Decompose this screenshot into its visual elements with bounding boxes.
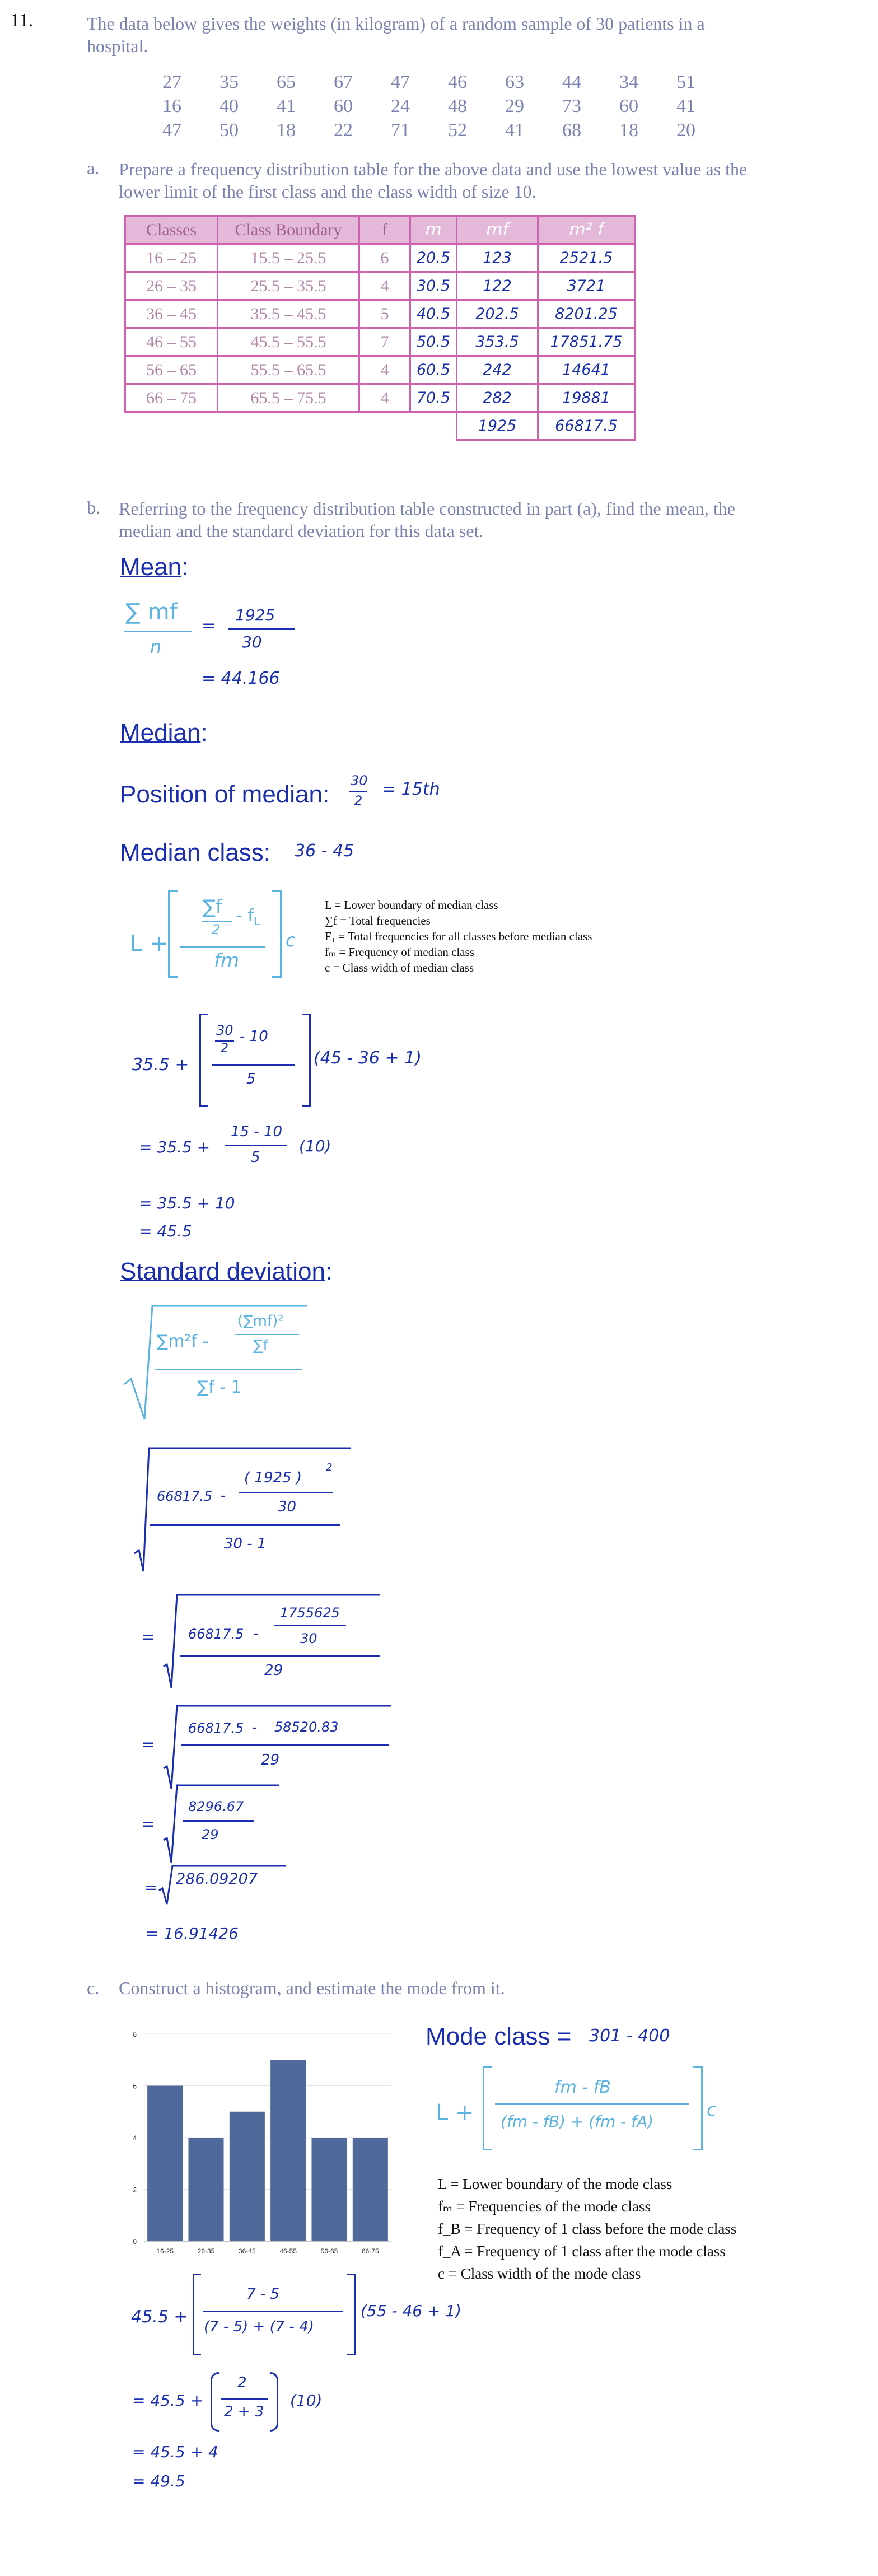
mode-formula-bracket-left bbox=[483, 2066, 492, 2150]
raw-value: 60 bbox=[334, 96, 353, 116]
stdev-step1-inner-bar bbox=[239, 1492, 333, 1493]
stdev-formula-inner-bar bbox=[235, 1334, 299, 1335]
raw-data-row bbox=[162, 120, 734, 141]
mode-legend bbox=[438, 2173, 736, 2285]
cell-f: 4 bbox=[359, 356, 410, 384]
legend-line: ∑f = Total frequencies bbox=[325, 914, 431, 927]
raw-value: 24 bbox=[391, 96, 410, 116]
cell-m2f: 8201.25 bbox=[538, 300, 635, 328]
mean-bar bbox=[228, 628, 295, 630]
mode-step2-paren-left bbox=[211, 2372, 219, 2432]
raw-data-row bbox=[162, 96, 734, 117]
raw-value: 41 bbox=[505, 120, 524, 141]
mode-formula-num: fm - fB bbox=[554, 2078, 611, 2097]
header-m2f: m² f bbox=[538, 216, 635, 244]
stdev-step1-a: 66817.5 bbox=[157, 1488, 213, 1504]
median-class-label: Median class: bbox=[120, 839, 271, 866]
raw-value: 68 bbox=[562, 120, 581, 141]
raw-value: 65 bbox=[277, 72, 296, 92]
part-c-text: Construct a histogram, and estimate the mode from it. bbox=[119, 1978, 505, 1998]
cell-mf: 282 bbox=[457, 384, 538, 412]
stdev-formula-den: ∑f - 1 bbox=[197, 1378, 242, 1397]
median-formula-two: 2 bbox=[212, 922, 221, 937]
histogram-bar bbox=[230, 2112, 265, 2241]
median-step2-bar bbox=[225, 1145, 287, 1146]
mean-title: Mean bbox=[120, 553, 182, 581]
median-colon: : bbox=[200, 719, 208, 746]
legend-line: c = Class width of median class bbox=[325, 961, 474, 974]
stdev-step4-den: 29 bbox=[202, 1827, 219, 1842]
cell-mf: 202.5 bbox=[457, 300, 538, 328]
median-legend bbox=[325, 897, 592, 976]
stdev-step4-eq: = bbox=[141, 1814, 156, 1834]
stdev-step5-a: 286.09207 bbox=[176, 1870, 258, 1888]
stdev-heading bbox=[120, 1258, 332, 1286]
cell-m2f: 19881 bbox=[538, 384, 635, 412]
table-header-row bbox=[125, 216, 635, 244]
mode-formula-c: c bbox=[707, 2099, 717, 2120]
raw-value: 18 bbox=[277, 120, 296, 141]
part-b-text bbox=[119, 497, 869, 542]
median-formula-bar bbox=[180, 946, 265, 948]
histogram-bar bbox=[270, 2060, 306, 2241]
stdev-step2-inner-bar bbox=[274, 1625, 346, 1626]
raw-value: 52 bbox=[448, 120, 467, 141]
raw-value: 67 bbox=[334, 72, 353, 92]
stdev-formula-b: (∑mf)² bbox=[237, 1313, 284, 1329]
cell-mf: 353.5 bbox=[457, 328, 538, 356]
raw-value: 29 bbox=[505, 96, 524, 116]
median-step1-minus: - 10 bbox=[240, 1028, 268, 1045]
mode-formula-bar bbox=[495, 2103, 689, 2105]
stdev-step2-bar bbox=[180, 1655, 380, 1657]
mean-den: 30 bbox=[242, 633, 262, 651]
x-tick-label: 26-35 bbox=[197, 2247, 215, 2255]
median-step1-bracket-left bbox=[199, 1014, 208, 1107]
median-step1-two: 2 bbox=[221, 1042, 228, 1056]
stdev-step2-a: 66817.5 bbox=[188, 1626, 244, 1642]
x-tick-label: 56-65 bbox=[320, 2247, 338, 2255]
stdev-result: = 16.91426 bbox=[146, 1924, 239, 1943]
histogram-bar bbox=[353, 2138, 388, 2241]
mean-heading bbox=[120, 553, 188, 581]
mode-step2-bar bbox=[221, 2398, 268, 2400]
cell-m: 40.5 bbox=[410, 300, 457, 328]
stdev-title: Standard deviation bbox=[120, 1258, 325, 1285]
cell-mf: 242 bbox=[457, 356, 538, 384]
stdev-step4-bar bbox=[183, 1820, 254, 1822]
cell-boundary: 35.5 – 45.5 bbox=[218, 300, 359, 328]
stdev-step1-den: 30 - 1 bbox=[224, 1536, 267, 1552]
part-a-line-2: lower limit of the first class and the class width of size 10. bbox=[119, 181, 536, 202]
empty-cell bbox=[125, 412, 218, 440]
legend-line: fₘ = Frequencies of the mode class bbox=[438, 2198, 651, 2215]
intro-line-1: The data below gives the weights (in kilogram) of a random sample of 30 patients in a bbox=[87, 13, 705, 34]
raw-value: 48 bbox=[448, 96, 467, 116]
median-formula-sum-f: ∑f bbox=[203, 896, 222, 918]
stdev-step3-b: 58520.83 bbox=[274, 1719, 339, 1735]
cell-class: 26 – 35 bbox=[125, 272, 218, 300]
stdev-formula-c: ∑f bbox=[253, 1337, 268, 1354]
raw-value: 20 bbox=[676, 120, 695, 141]
mode-step1-bar bbox=[203, 2311, 343, 2312]
legend-line: f_B = Frequency of 1 class before the mode class bbox=[438, 2220, 737, 2237]
median-heading bbox=[120, 719, 208, 747]
raw-value: 51 bbox=[676, 72, 695, 92]
mean-eq: = bbox=[202, 616, 216, 636]
mode-step1-num: 7 - 5 bbox=[246, 2286, 279, 2303]
table-row bbox=[125, 356, 635, 384]
stdev-step1-bar bbox=[150, 1524, 340, 1526]
median-step4: = 45.5 bbox=[139, 1222, 192, 1240]
empty-cell bbox=[410, 412, 457, 440]
raw-value: 41 bbox=[676, 96, 695, 116]
legend-line: c = Class width of the mode class bbox=[438, 2265, 641, 2282]
mode-class-label: Mode class = bbox=[426, 2023, 572, 2050]
median-position-bar bbox=[349, 791, 367, 792]
raw-value: 22 bbox=[334, 120, 353, 141]
mode-formula-bracket-right bbox=[693, 2066, 703, 2150]
y-tick-label: 8 bbox=[133, 2031, 137, 2038]
cell-boundary: 55.5 – 65.5 bbox=[218, 356, 359, 384]
frequency-table bbox=[124, 215, 636, 441]
cell-f: 5 bbox=[359, 300, 410, 328]
stdev-step2-den: 29 bbox=[264, 1662, 283, 1679]
raw-data-row bbox=[162, 72, 734, 93]
mode-step2-tail: (10) bbox=[290, 2391, 323, 2410]
raw-value: 63 bbox=[505, 72, 524, 92]
part-a-text bbox=[119, 158, 869, 203]
cell-f: 6 bbox=[359, 244, 410, 272]
y-tick-label: 2 bbox=[133, 2186, 137, 2194]
median-step1-den: 5 bbox=[246, 1071, 256, 1088]
cell-class: 46 – 55 bbox=[125, 328, 218, 356]
stdev-step1-b: ( 1925 ) bbox=[244, 1469, 302, 1486]
header-m: m bbox=[410, 216, 457, 244]
mode-step1-den: (7 - 5) + (7 - 4) bbox=[204, 2318, 314, 2335]
part-c-label: c. bbox=[87, 1978, 100, 1998]
mode-step2-num: 2 bbox=[237, 2374, 247, 2391]
y-tick-label: 4 bbox=[133, 2134, 137, 2142]
histogram-bar bbox=[188, 2138, 223, 2241]
stdev-step1-radical bbox=[132, 1444, 356, 1578]
stdev-formula-bar bbox=[155, 1369, 302, 1370]
cell-m: 70.5 bbox=[410, 384, 457, 412]
mode-step1-prefix: 45.5 + bbox=[131, 2307, 188, 2327]
part-a-line-1: Prepare a frequency distribution table for the above data and use the lowest value as the bbox=[119, 159, 748, 179]
total-mf: 1925 bbox=[457, 412, 538, 440]
header-class-boundary: Class Boundary bbox=[218, 216, 359, 244]
stdev-step3-eq: = bbox=[141, 1735, 156, 1754]
table-totals-row bbox=[125, 412, 635, 440]
stdev-step4-radical bbox=[161, 1782, 284, 1866]
part-b-label: b. bbox=[87, 497, 100, 517]
header-mf: mf bbox=[457, 216, 538, 244]
median-step2-num: 15 - 10 bbox=[231, 1123, 283, 1140]
mean-num: 1925 bbox=[235, 606, 275, 624]
median-step1-prefix: 35.5 + bbox=[132, 1055, 189, 1075]
raw-value: 73 bbox=[562, 96, 581, 116]
subscript-l: L bbox=[253, 914, 260, 928]
median-position-result: = 15th bbox=[382, 780, 440, 799]
x-tick-label: 16-25 bbox=[156, 2247, 174, 2255]
cell-m: 30.5 bbox=[410, 272, 457, 300]
intro-line-2: hospital. bbox=[87, 36, 148, 56]
median-position-num: 30 bbox=[351, 773, 368, 788]
mode-step1-bracket-right bbox=[347, 2274, 356, 2355]
y-tick-label: 6 bbox=[133, 2082, 137, 2090]
mode-step2-prefix: = 45.5 + bbox=[132, 2391, 204, 2410]
median-formula-minus-fl bbox=[236, 906, 260, 928]
raw-value: 41 bbox=[277, 96, 296, 116]
stdev-step2-minus: - bbox=[253, 1625, 259, 1642]
cell-m2f: 17851.75 bbox=[538, 328, 635, 356]
cell-mf: 123 bbox=[457, 244, 538, 272]
cell-f: 4 bbox=[359, 272, 410, 300]
x-tick-label: 66-75 bbox=[361, 2247, 379, 2255]
mode-class-value: 301 - 400 bbox=[589, 2026, 670, 2046]
median-step2-prefix: = 35.5 + bbox=[139, 1138, 211, 1156]
mean-formula-den: n bbox=[150, 636, 162, 657]
raw-value: 40 bbox=[220, 96, 239, 116]
mode-formula-den: (fm - fB) + (fm - fA) bbox=[501, 2112, 654, 2131]
median-step1-thirty: 30 bbox=[216, 1023, 233, 1038]
stdev-step5-eq: = bbox=[144, 1878, 158, 1897]
stdev-step2-c: 30 bbox=[300, 1631, 317, 1646]
cell-boundary: 45.5 – 55.5 bbox=[218, 328, 359, 356]
cell-m: 50.5 bbox=[410, 328, 457, 356]
mode-step1-bracket-left bbox=[193, 2274, 201, 2355]
stdev-step3-radical bbox=[161, 1702, 396, 1792]
median-step1-bracket-right bbox=[302, 1014, 311, 1107]
raw-value: 47 bbox=[391, 72, 410, 92]
header-f: f bbox=[359, 216, 410, 244]
question-intro bbox=[87, 12, 871, 57]
table-row bbox=[125, 272, 635, 300]
stdev-step1-c: 30 bbox=[278, 1499, 297, 1515]
raw-value: 46 bbox=[448, 72, 467, 92]
stdev-colon: : bbox=[325, 1258, 333, 1285]
cell-boundary: 15.5 – 25.5 bbox=[218, 244, 359, 272]
stdev-step3-bar bbox=[181, 1744, 389, 1746]
stdev-step4-a: 8296.67 bbox=[188, 1799, 244, 1814]
median-class-value: 36 - 45 bbox=[295, 841, 354, 861]
raw-value: 18 bbox=[619, 120, 638, 141]
empty-cell bbox=[359, 412, 410, 440]
cell-m2f: 14641 bbox=[538, 356, 635, 384]
mean-result: = 44.166 bbox=[202, 669, 280, 688]
raw-value: 50 bbox=[220, 120, 239, 141]
table-row bbox=[125, 384, 635, 412]
legend-line: fₘ = Frequency of median class bbox=[325, 945, 474, 959]
mean-formula-bar bbox=[124, 631, 192, 632]
mode-step4: = 49.5 bbox=[132, 2472, 185, 2490]
cell-m2f: 3721 bbox=[538, 272, 635, 300]
x-tick-label: 46-55 bbox=[279, 2247, 297, 2255]
median-formula-c: c bbox=[286, 930, 296, 951]
raw-value: 27 bbox=[162, 72, 181, 92]
legend-line: f_A = Frequency of 1 class after the mode class bbox=[438, 2243, 726, 2260]
legend-line: L = Lower boundary of median class bbox=[325, 898, 498, 912]
median-title: Median bbox=[120, 719, 201, 746]
cell-m: 20.5 bbox=[410, 244, 457, 272]
cell-class: 36 – 45 bbox=[125, 300, 218, 328]
total-m2f: 66817.5 bbox=[538, 412, 635, 440]
stdev-step2-eq: = bbox=[141, 1627, 156, 1647]
raw-value: 34 bbox=[619, 72, 638, 92]
histogram-bar bbox=[147, 2086, 183, 2242]
cell-class: 16 – 25 bbox=[125, 244, 218, 272]
table-row bbox=[125, 300, 635, 328]
stdev-step1-exp: 2 bbox=[326, 1462, 333, 1473]
header-classes: Classes bbox=[125, 216, 218, 244]
question-number: 11. bbox=[10, 10, 34, 31]
stdev-step3-a: 66817.5 bbox=[188, 1720, 244, 1736]
cell-class: 56 – 65 bbox=[125, 356, 218, 384]
stdev-step1-minus: - bbox=[221, 1487, 226, 1504]
stdev-formula-radical bbox=[122, 1300, 312, 1424]
raw-value: 71 bbox=[391, 120, 410, 141]
histogram-chart bbox=[123, 2023, 414, 2269]
stdev-formula-a: ∑m²f - bbox=[157, 1332, 209, 1351]
median-step3: = 35.5 + 10 bbox=[139, 1194, 235, 1212]
minus-f: - f bbox=[236, 906, 254, 926]
part-b-line-2: median and the standard deviation for this data set. bbox=[119, 521, 484, 541]
mode-step2-den: 2 + 3 bbox=[224, 2404, 264, 2420]
median-formula-bracket-left bbox=[168, 890, 178, 978]
table-row bbox=[125, 328, 635, 356]
cell-m2f: 2521.5 bbox=[538, 244, 635, 272]
raw-value: 35 bbox=[220, 72, 239, 92]
mode-step2-paren-right bbox=[270, 2372, 278, 2432]
part-a-label: a. bbox=[87, 158, 100, 178]
mode-step1-tail: (55 - 46 + 1) bbox=[361, 2302, 462, 2320]
mean-formula-num: ∑ mf bbox=[125, 599, 178, 625]
table-row bbox=[125, 244, 635, 272]
cell-f: 7 bbox=[359, 328, 410, 356]
part-b-line-1: Referring to the frequency distribution table constructed in part (a), find the mean, the bbox=[119, 498, 735, 519]
cell-mf: 122 bbox=[457, 272, 538, 300]
cell-boundary: 25.5 – 35.5 bbox=[218, 272, 359, 300]
median-step1-bar bbox=[212, 1064, 295, 1066]
x-tick-label: 36-45 bbox=[238, 2247, 256, 2255]
raw-value: 16 bbox=[162, 96, 181, 116]
raw-value: 60 bbox=[619, 96, 638, 116]
median-position-den: 2 bbox=[354, 793, 363, 809]
stdev-step3-minus: - bbox=[252, 1719, 258, 1736]
median-step2-tail: (10) bbox=[299, 1137, 331, 1155]
empty-cell bbox=[218, 412, 359, 440]
raw-value: 44 bbox=[562, 72, 581, 92]
stdev-step2-b: 1755625 bbox=[280, 1605, 340, 1621]
median-step2-den: 5 bbox=[251, 1149, 260, 1166]
median-formula-fm: fm bbox=[214, 950, 240, 972]
mode-formula-L: L + bbox=[436, 2100, 474, 2126]
median-position-label: Position of median: bbox=[120, 781, 330, 808]
median-formula-L: L + bbox=[130, 931, 169, 956]
mean-colon: : bbox=[181, 553, 189, 581]
median-step1-tail: (45 - 36 + 1) bbox=[314, 1048, 422, 1068]
cell-boundary: 65.5 – 75.5 bbox=[218, 384, 359, 412]
y-tick-label: 0 bbox=[133, 2238, 137, 2246]
legend-line: L = Lower boundary of the mode class bbox=[438, 2176, 672, 2192]
cell-m: 60.5 bbox=[410, 356, 457, 384]
median-formula-bracket-right bbox=[272, 890, 282, 978]
raw-value: 47 bbox=[162, 120, 181, 141]
stdev-step3-den: 29 bbox=[261, 1752, 280, 1768]
histogram-bar bbox=[311, 2138, 347, 2241]
cell-f: 4 bbox=[359, 384, 410, 412]
cell-class: 66 – 75 bbox=[125, 384, 218, 412]
legend-line: F₁ = Total frequencies for all classes before median class bbox=[325, 930, 592, 943]
mode-step3: = 45.5 + 4 bbox=[132, 2443, 218, 2461]
